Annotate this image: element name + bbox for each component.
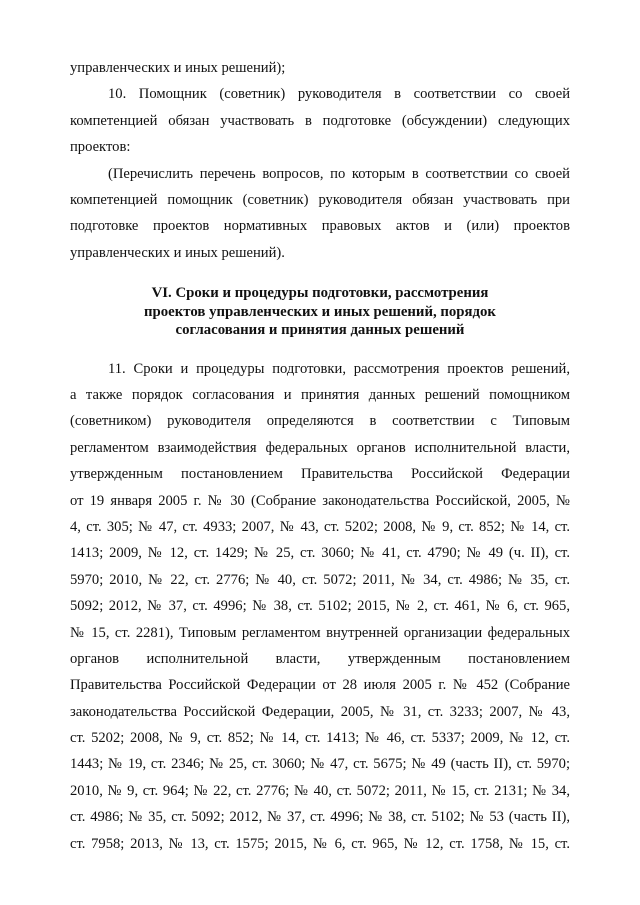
document-page <box>70 55 570 857</box>
text-line: 5092; 2012, № 37, ст. 4996; № 38, ст. 5102; 2015, № 2, ст. 461, № 6, ст. 965, <box>70 598 570 615</box>
paragraph-list-instruction <box>70 161 570 267</box>
text-line: 1443; № 19, ст. 2346; № 25, ст. 3060; № 47, ст. 5675; № 49 (часть II), ст. 5970; <box>70 756 570 773</box>
text-line: ст. 5202; 2008, № 9, ст. 852; № 14, ст. 1413; № 46, ст. 5337; 2009, № 12, ст. <box>70 730 570 747</box>
text-line: 1413; 2009, № 12, ст. 1429; № 25, ст. 3060; № 41, ст. 4790; № 49 (ч. II), ст. <box>70 545 570 562</box>
text-line: (советником) руководителя определяются в соответствии с Типовым <box>70 413 570 430</box>
text-line: управленческих и иных решений); <box>70 60 286 76</box>
text-line: а также порядок согласования и принятия данных решений помощником <box>70 387 570 404</box>
heading-line: проектов управленческих и иных решений, порядок <box>144 303 496 320</box>
text-line: 10. Помощник (советник) руководителя в соответствии со своей <box>108 86 570 103</box>
text-line: 2010, № 9, ст. 964; № 22, ст. 2776; № 40, ст. 5072; 2011, № 15, ст. 2131; № 34, <box>70 782 570 799</box>
text-line: 4, ст. 305; № 47, ст. 4933; 2007, № 43, ст. 5202; 2008, № 9, ст. 852; № 14, ст. <box>70 518 570 535</box>
text-line: проектов: <box>70 139 131 156</box>
text-line: (Перечислить перечень вопросов, по которым в соответствии со своей <box>108 165 570 182</box>
heading-line: согласования и принятия данных решений <box>175 322 465 339</box>
paragraph-10 <box>70 81 570 160</box>
text-line: утвержденным постановлением Правительства Российской Федерации <box>70 466 570 483</box>
paragraph-11 <box>70 356 570 857</box>
text-line: компетенцией помощник (советник) руководителя обязан участвовать при <box>70 191 570 208</box>
text-line: ст. 4986; № 35, ст. 5092; 2012, № 37, ст. 4996; № 38, ст. 5102; № 53 (часть II), <box>70 809 570 826</box>
text-line: № 15, ст. 2281), Типовым регламентом внутренней организации федеральных <box>70 624 570 641</box>
text-line: управленческих и иных решений). <box>70 244 285 261</box>
text-line: законодательства Российской Федерации, 2005, № 31, ст. 3233; 2007, № 43, <box>70 703 570 720</box>
section-heading <box>70 284 570 340</box>
text-line: органов исполнительной власти, утвержденным постановлением <box>70 650 570 667</box>
text-line: от 19 января 2005 г. № 30 (Собрание законодательства Российской, 2005, № <box>70 492 570 509</box>
text-line: подготовке проектов нормативных правовых актов и (или) проектов <box>70 218 570 235</box>
text-line: компетенцией обязан участвовать в подготовке (обсуждении) следующих <box>70 112 570 129</box>
paragraph-intro-tail <box>70 55 570 81</box>
heading-line: VI. Сроки и процедуры подготовки, рассмотрения <box>151 285 489 302</box>
text-line: 11. Сроки и процедуры подготовки, рассмотрения проектов решений, <box>108 360 570 377</box>
text-line: 5970; 2010, № 22, ст. 2776; № 40, ст. 5072; 2011, № 34, ст. 4986; № 35, ст. <box>70 571 570 588</box>
text-line: регламентом взаимодействия федеральных органов исполнительной власти, <box>70 439 570 456</box>
text-line: Правительства Российской Федерации от 28 июля 2005 г. № 452 (Собрание <box>70 677 570 694</box>
text-line: ст. 7958; 2013, № 13, ст. 1575; 2015, № 6, ст. 965, № 12, ст. 1758, № 15, ст. <box>70 835 570 852</box>
